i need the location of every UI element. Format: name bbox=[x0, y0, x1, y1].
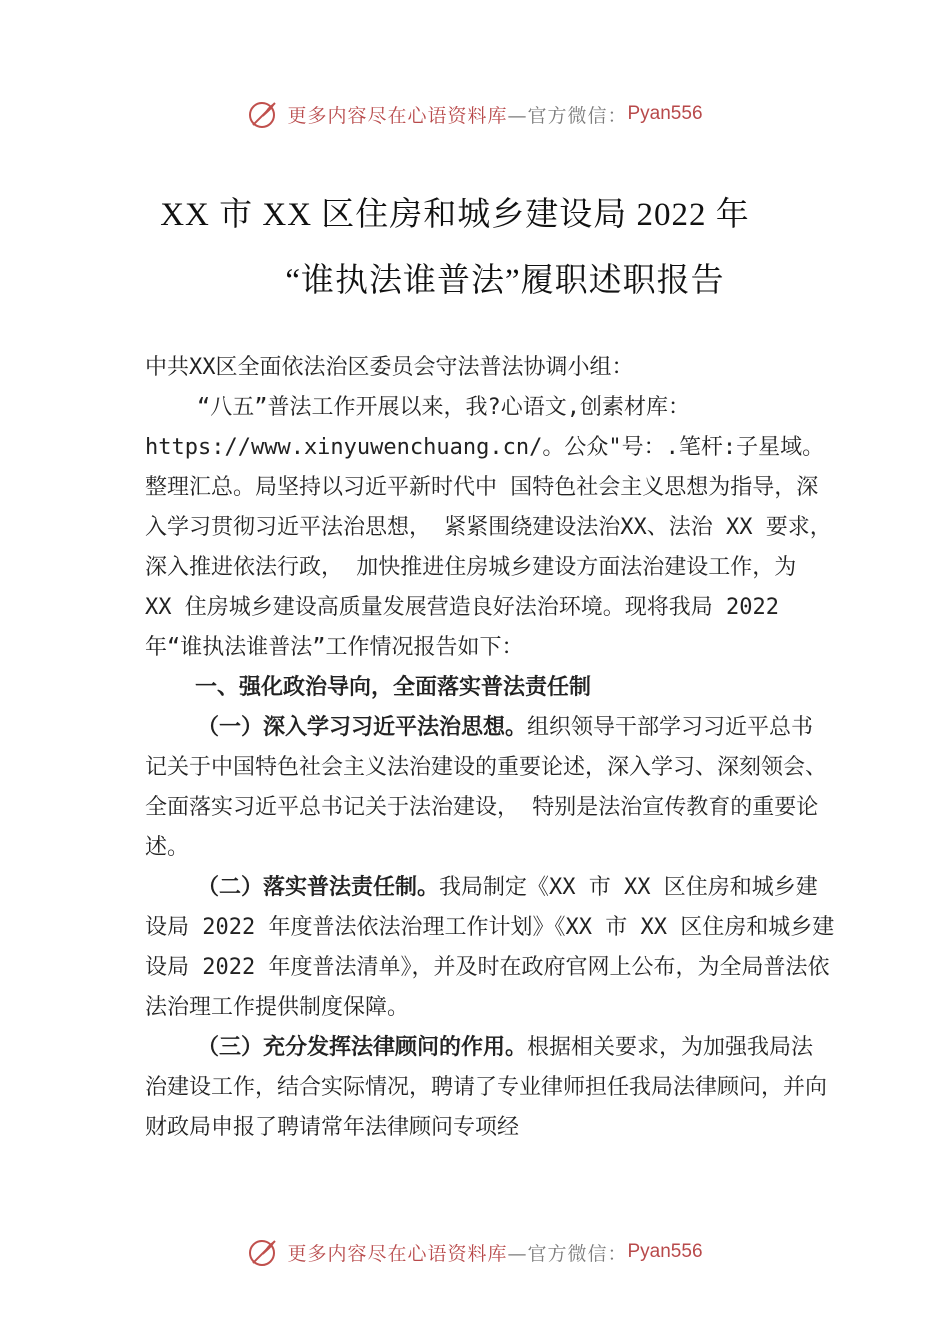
quill-logo-icon bbox=[247, 1235, 281, 1269]
document-title-line2: “谁执法谁普法”履职述职报告 bbox=[285, 263, 725, 299]
quill-logo-icon bbox=[247, 97, 281, 131]
banner-brand: 更多内容尽在心语资料库 bbox=[287, 104, 508, 127]
paragraph-1-label: （一）深入学习习近平法治思想。 bbox=[197, 715, 528, 740]
section-heading: 一、强化政治导向，全面落实普法责任制 bbox=[195, 675, 592, 700]
banner-official: —官方微信： bbox=[507, 104, 628, 127]
paragraph-1 bbox=[145, 708, 835, 868]
paragraph-1-text: 组织领导干部学习习近平总书记关于中国特色社会主义法治建设的重要论述，深入学习、深刻领会、全面落实习近平总书记关于法治建设， 特别是法治宣传教育的重要论述。 bbox=[145, 715, 828, 860]
banner-wechat-id: Pyan556 bbox=[627, 103, 703, 124]
document-body bbox=[145, 348, 835, 1148]
footer-wechat-id: Pyan556 bbox=[627, 1241, 703, 1262]
footer-banner bbox=[0, 1232, 950, 1272]
footer-official: —官方微信： bbox=[507, 1242, 628, 1265]
paragraph-3-text: 根据相关要求，为加强我局法治建设工作，结合实际情况，聘请了专业律师担任我局法律顾问，并向财政局申报了聘请常年法律顾问专项经 bbox=[145, 1035, 828, 1140]
paragraph-2-text: 我局制定《XX 市 XX 区住房和城乡建设局 2022 年度普法依法治理工作计划》《XX 市 XX 区住房和城乡建设局 2022 年度普法清单》，并及时在政府官网上公布，为全局普法依法治理工作提供制度保障。 bbox=[145, 875, 835, 1020]
paragraph-2 bbox=[145, 868, 835, 1028]
paragraph-3 bbox=[145, 1028, 835, 1148]
document-title-line1: XX 市 XX 区住房和城乡建设局 2022 年 bbox=[160, 197, 750, 233]
header-banner bbox=[0, 94, 950, 134]
paragraph-3-label: （三）充分发挥法律顾问的作用。 bbox=[197, 1035, 528, 1060]
intro-paragraph: “八五”普法工作开展以来，我?心语文,创素材库：https://www.xinyuwenchuang.cn/。公众"号：.笔杆:子星域。整理汇总。局坚持以习近平新时代中 国特色社会主义思想为指导，深入学习贯彻习近平法治思想， 紧紧围绕建设法治XX、法治 XX 要求，深入推进依法行政， 加快推进住房城乡建设方面法治建设工作，为 XX 住房城乡建设高质量发展营造良好法治环境。现将我局 2022 年“谁执法谁普法”工作情况报告如下： bbox=[145, 395, 832, 660]
footer-brand: 更多内容尽在心语资料库 bbox=[287, 1242, 508, 1265]
paragraph-2-label: （二）落实普法责任制。 bbox=[197, 875, 440, 900]
salutation: 中共XX区全面依法治区委员会守法普法协调小组： bbox=[145, 355, 634, 380]
